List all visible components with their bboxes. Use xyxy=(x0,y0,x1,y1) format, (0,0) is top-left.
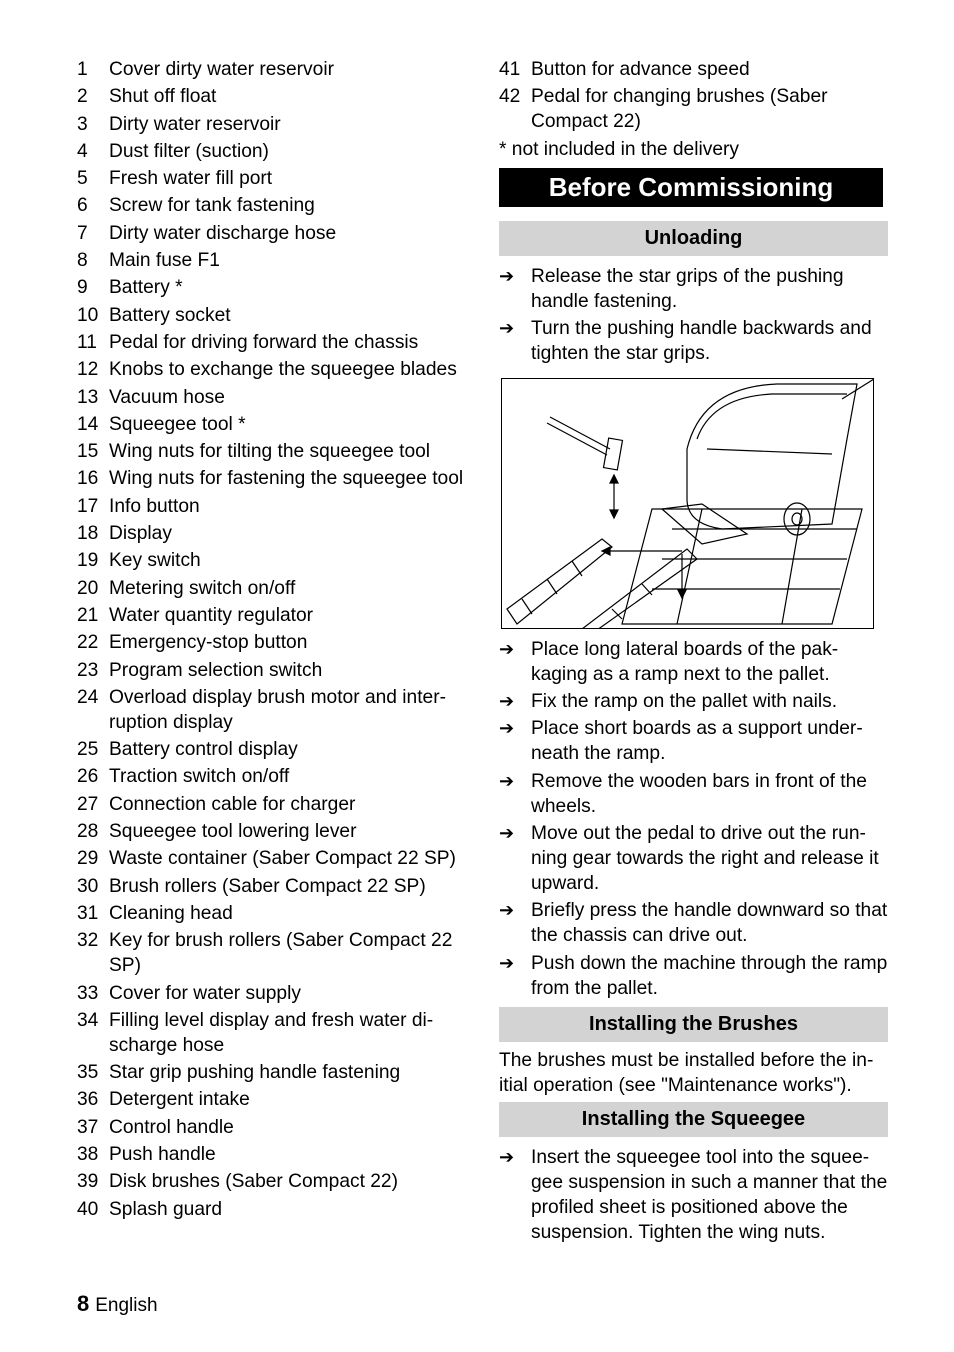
list-item xyxy=(77,1008,477,1058)
item-number: 37 xyxy=(77,1116,99,1138)
list-item xyxy=(77,57,477,82)
item-number: 9 xyxy=(77,277,88,299)
list-item xyxy=(77,819,477,844)
instruction-step xyxy=(499,821,891,896)
item-text: Pedal for driving forward the chassis xyxy=(109,331,419,353)
arrow-right-icon: ➔ xyxy=(499,952,515,973)
item-text: Control handle xyxy=(109,1116,234,1138)
item-text: Shut off float xyxy=(109,86,217,108)
item-number: 8 xyxy=(77,250,88,272)
list-item xyxy=(77,737,477,762)
brushes-text: The brushes must be installed before the in-itial operation (see "Maintenance works"). xyxy=(499,1049,874,1096)
item-text: Filling level display and fresh water di-scharge hose xyxy=(109,1009,434,1056)
item-number: 32 xyxy=(77,930,99,952)
list-item xyxy=(77,330,477,355)
item-text: Cover for water supply xyxy=(109,982,301,1004)
item-text: Key switch xyxy=(109,550,201,572)
footer-language: English xyxy=(95,1295,158,1316)
list-item xyxy=(77,193,477,218)
list-item xyxy=(77,874,477,899)
arrow-right-icon: ➔ xyxy=(499,691,515,712)
squeegee-heading: Installing the Squeegee xyxy=(499,1102,888,1137)
item-text: Water quantity regulator xyxy=(109,604,314,626)
item-number: 11 xyxy=(77,331,97,353)
item-number: 19 xyxy=(77,550,99,572)
list-item xyxy=(77,275,477,300)
item-number: 3 xyxy=(77,113,88,135)
item-text: Pedal for changing brushes (Saber Compact 22) xyxy=(531,86,828,133)
arrow-right-icon: ➔ xyxy=(499,317,515,338)
arrow-right-icon: ➔ xyxy=(499,900,515,921)
item-number: 15 xyxy=(77,441,99,463)
item-number: 31 xyxy=(77,902,99,924)
item-number: 38 xyxy=(77,1143,99,1165)
parts-list xyxy=(77,57,477,1224)
section-title: Before Commissioning xyxy=(499,168,883,207)
step-text: Fix the ramp on the pallet with nails. xyxy=(531,691,838,713)
instruction-step xyxy=(499,769,891,819)
list-item xyxy=(77,221,477,246)
list-item xyxy=(77,139,477,164)
item-number: 10 xyxy=(77,304,99,326)
instruction-step xyxy=(499,1145,891,1245)
item-number: 40 xyxy=(77,1198,99,1220)
list-item xyxy=(77,439,477,464)
step-text: Insert the squeegee tool into the squee-gee suspension in such a manner that the profiled sheet is positioned above the suspension. Tighten the wing nuts. xyxy=(531,1146,888,1243)
item-text: Waste container (Saber Compact 22 SP) xyxy=(109,848,456,870)
instruction-step xyxy=(499,316,891,366)
right-column xyxy=(499,57,891,1247)
step-text: Move out the pedal to drive out the run-ning gear towards the right and release it upward. xyxy=(531,823,879,895)
list-item xyxy=(77,603,477,628)
item-text: Dirty water reservoir xyxy=(109,113,281,135)
list-item xyxy=(77,1142,477,1167)
item-number: 34 xyxy=(77,1009,99,1031)
item-number: 6 xyxy=(77,195,88,217)
item-text: Cleaning head xyxy=(109,902,233,924)
item-number: 2 xyxy=(77,86,88,108)
item-text: Battery control display xyxy=(109,739,298,761)
list-item xyxy=(77,385,477,410)
item-text: Metering switch on/off xyxy=(109,577,296,599)
list-item xyxy=(77,1087,477,1112)
page-number: 8 xyxy=(77,1291,90,1316)
item-number: 13 xyxy=(77,386,99,408)
unloading-illustration xyxy=(501,378,874,629)
list-item xyxy=(77,357,477,382)
list-item xyxy=(77,112,477,137)
item-number: 28 xyxy=(77,821,99,843)
list-item xyxy=(77,928,477,978)
arrow-right-icon: ➔ xyxy=(499,770,515,791)
item-number: 1 xyxy=(77,59,88,80)
item-text: Star grip pushing handle fastening xyxy=(109,1062,401,1084)
item-text: Key for brush rollers (Saber Compact 22 SP) xyxy=(109,930,453,977)
step-text: Briefly press the handle downward so that the chassis can drive out. xyxy=(531,900,888,947)
item-number: 12 xyxy=(77,359,99,381)
instruction-step xyxy=(499,951,891,1001)
item-text: Brush rollers (Saber Compact 22 SP) xyxy=(109,875,426,897)
list-item xyxy=(77,846,477,871)
item-number: 20 xyxy=(77,577,99,599)
item-text: Disk brushes (Saber Compact 22) xyxy=(109,1171,398,1193)
arrow-right-icon: ➔ xyxy=(499,1146,515,1167)
list-item xyxy=(77,248,477,273)
list-item xyxy=(77,466,477,491)
item-number: 4 xyxy=(77,140,88,162)
pallet-ramp-drawing xyxy=(502,379,874,629)
item-text: Fresh water fill port xyxy=(109,168,273,190)
item-number: 23 xyxy=(77,659,99,681)
item-text: Battery * xyxy=(109,277,183,299)
step-text: Place long lateral boards of the pak-kaging as a ramp next to the pallet. xyxy=(531,638,839,685)
item-text: Info button xyxy=(109,495,200,517)
step-text: Push down the machine through the ramp from the pallet. xyxy=(531,952,888,999)
item-text: Detergent intake xyxy=(109,1089,250,1111)
item-text: Overload display brush motor and inter-ruption display xyxy=(109,686,447,733)
step-text: Remove the wooden bars in front of the wheels. xyxy=(531,770,867,817)
item-text: Splash guard xyxy=(109,1198,223,1220)
list-item xyxy=(77,1115,477,1140)
list-item xyxy=(77,981,477,1006)
list-item xyxy=(77,84,477,109)
item-number: 29 xyxy=(77,848,99,870)
item-number: 27 xyxy=(77,793,99,815)
item-text: Main fuse F1 xyxy=(109,250,220,272)
item-text: Wing nuts for fastening the squeegee tool xyxy=(109,468,464,490)
step-text: Place short boards as a support under-neath the ramp. xyxy=(531,718,863,765)
list-item xyxy=(77,685,477,735)
item-text: Connection cable for charger xyxy=(109,793,356,815)
item-text: Dirty water discharge hose xyxy=(109,222,337,244)
item-number: 18 xyxy=(77,523,99,545)
item-text: Dust filter (suction) xyxy=(109,140,269,162)
item-number: 14 xyxy=(77,413,99,435)
item-text: Display xyxy=(109,523,172,545)
item-number: 25 xyxy=(77,739,99,761)
list-item xyxy=(77,1169,477,1194)
item-number: 16 xyxy=(77,468,99,490)
parts-list-continued xyxy=(499,57,891,134)
item-number: 7 xyxy=(77,222,88,244)
item-text: Cover dirty water reservoir xyxy=(109,59,334,80)
item-text: Knobs to exchange the squeegee blades xyxy=(109,359,457,381)
item-text: Wing nuts for tilting the squeegee tool xyxy=(109,441,431,463)
item-text: Push handle xyxy=(109,1143,216,1165)
delivery-note: * not included in the delivery xyxy=(499,138,739,160)
list-item xyxy=(77,1060,477,1085)
item-number: 30 xyxy=(77,875,99,897)
arrow-right-icon: ➔ xyxy=(499,638,515,659)
list-item xyxy=(77,521,477,546)
instruction-step xyxy=(499,716,891,766)
item-text: Squeegee tool lowering lever xyxy=(109,821,357,843)
item-number: 36 xyxy=(77,1089,99,1111)
list-item xyxy=(77,901,477,926)
instruction-step xyxy=(499,637,891,687)
instruction-step xyxy=(499,898,891,948)
arrow-right-icon: ➔ xyxy=(499,718,515,739)
list-item xyxy=(77,548,477,573)
item-number: 24 xyxy=(77,686,99,708)
list-item xyxy=(499,57,891,82)
item-number: 42 xyxy=(499,86,521,108)
list-item xyxy=(77,494,477,519)
item-number: 35 xyxy=(77,1062,99,1084)
item-number: 22 xyxy=(77,632,99,654)
list-item xyxy=(77,576,477,601)
unloading-steps-before xyxy=(499,264,891,366)
item-number: 21 xyxy=(77,604,99,626)
item-text: Emergency-stop button xyxy=(109,632,308,654)
list-item xyxy=(77,792,477,817)
item-number: 5 xyxy=(77,168,88,190)
item-number: 39 xyxy=(77,1171,99,1193)
list-item xyxy=(77,1197,477,1222)
brushes-heading: Installing the Brushes xyxy=(499,1007,888,1042)
list-item xyxy=(77,303,477,328)
list-item xyxy=(77,412,477,437)
step-text: Turn the pushing handle backwards and tighten the star grips. xyxy=(531,317,872,364)
item-number: 26 xyxy=(77,766,99,788)
page-footer xyxy=(77,1291,158,1317)
list-item xyxy=(77,658,477,683)
instruction-step xyxy=(499,264,891,314)
instruction-step xyxy=(499,689,891,714)
arrow-right-icon: ➔ xyxy=(499,823,515,844)
list-item xyxy=(499,84,891,134)
list-item xyxy=(77,764,477,789)
squeegee-steps xyxy=(499,1145,891,1245)
unloading-steps-after xyxy=(499,637,891,1001)
list-item xyxy=(77,630,477,655)
arrow-right-icon: ➔ xyxy=(499,265,515,286)
step-text: Release the star grips of the pushing handle fastening. xyxy=(531,265,844,312)
item-text: Screw for tank fastening xyxy=(109,195,315,217)
item-text: Squeegee tool * xyxy=(109,413,246,435)
item-text: Vacuum hose xyxy=(109,386,225,408)
list-item xyxy=(77,166,477,191)
item-number: 17 xyxy=(77,495,99,517)
item-text: Battery socket xyxy=(109,304,231,326)
item-text: Button for advance speed xyxy=(531,59,750,80)
item-number: 41 xyxy=(499,59,521,80)
item-number: 33 xyxy=(77,982,99,1004)
item-text: Traction switch on/off xyxy=(109,766,290,788)
item-text: Program selection switch xyxy=(109,659,323,681)
unloading-heading: Unloading xyxy=(499,221,888,256)
